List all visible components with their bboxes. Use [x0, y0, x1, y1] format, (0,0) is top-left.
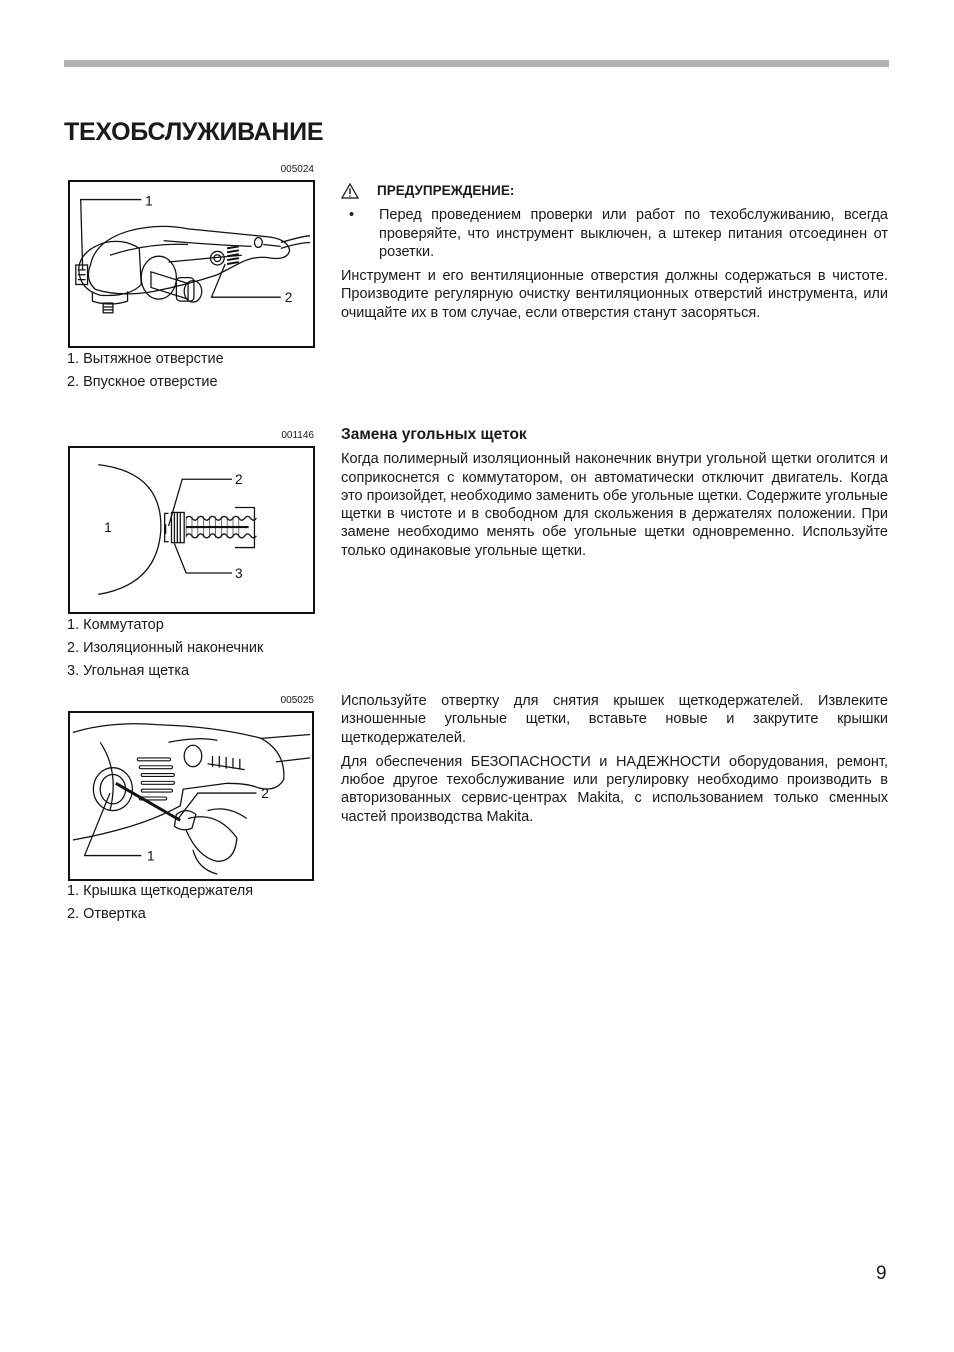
- callout-2: 2: [234, 472, 243, 488]
- caption-item: 1. Вытяжное отверстие: [67, 351, 224, 367]
- caption-item: 3. Угольная щетка: [67, 663, 190, 679]
- brush-cap-section: [341, 692, 888, 832]
- warning-label: ПРЕДУПРЕЖДЕНИЕ:: [377, 183, 515, 198]
- figure-code: 005024: [280, 164, 314, 175]
- page-number: 9: [876, 1263, 887, 1284]
- brush-paragraph: Когда полимерный изоляционный наконечник внутри угольной щетки оголится и соприкоснется с коммутатором, он автоматически отключит двигатель. Когда это произойдет, необходимо заменить обе угольные щетки. Содержите угольные щетки в чистоте и в свободном для скольжения в держателях положении. При замене необходимо менять обе угольные щетки одновременно. Используйте только одинаковые угольные щетки.: [341, 451, 888, 559]
- section-heading: Замена угольных щеток: [341, 426, 527, 443]
- caption-item: 1. Коммутатор: [67, 617, 164, 633]
- maintenance-paragraph: Инструмент и его вентиляционные отверстия должны содержаться в чистоте. Производите регулярную очистку вентиляционных отверстий инструмента, или очищайте их в том случае, если отверстия станут засоряться.: [341, 268, 888, 321]
- bullet-icon: •: [349, 207, 355, 224]
- figure-caption-list: [67, 614, 263, 683]
- callout-2: 2: [284, 290, 293, 306]
- page-title: ТЕХОБСЛУЖИВАНИЕ: [64, 118, 324, 146]
- warning-bullet: [341, 206, 888, 261]
- callout-2: 2: [261, 785, 269, 801]
- figure-caption-list: [67, 880, 253, 926]
- carbon-brush-diagram: [70, 448, 313, 612]
- caption-item: 2. Отвертка: [67, 906, 146, 922]
- figure-code: 001146: [281, 430, 314, 441]
- brush-replacement-section: [341, 426, 888, 566]
- warning-section: [341, 182, 888, 328]
- figure-code: 005025: [280, 695, 314, 706]
- figure-carbon-brush: [68, 446, 315, 614]
- brush-cap-illustration: [70, 713, 312, 879]
- grinder-illustration: [70, 182, 313, 346]
- header-rule: [64, 60, 889, 67]
- caption-item: 1. Крышка щеткодержателя: [67, 883, 254, 899]
- callout-1: 1: [145, 193, 153, 209]
- caption-item: 2. Изоляционный наконечник: [67, 640, 264, 656]
- warning-triangle-icon: [341, 183, 359, 199]
- figure-caption-list: [67, 348, 224, 394]
- callout-1: 1: [104, 519, 112, 535]
- callout-1: 1: [147, 848, 155, 864]
- bullet-text: Перед проведением проверки или работ по техобслуживанию, всегда проверяйте, что инструмент выключен, а штекер питания отсоединен от розетки.: [379, 207, 888, 260]
- figure-grinder-vents: [68, 180, 315, 348]
- figure-brush-cap: [68, 711, 314, 881]
- caption-item: 2. Впускное отверстие: [67, 374, 218, 390]
- screwdriver-paragraph: Используйте отвертку для снятия крышек щеткодержателей. Извлеките изношенные угольные щетки, вставьте новые и закрутите крышки щеткодержателей.: [341, 693, 888, 746]
- service-paragraph: Для обеспечения БЕЗОПАСНОСТИ и НАДЕЖНОСТИ оборудования, ремонт, любое другое техобслуживание или регулировку необходимо производить в авторизованных сервис-центрах Makita, с использованием только сменных частей производства Makita.: [341, 753, 888, 825]
- warning-heading: [341, 182, 888, 200]
- callout-3: 3: [234, 565, 243, 581]
